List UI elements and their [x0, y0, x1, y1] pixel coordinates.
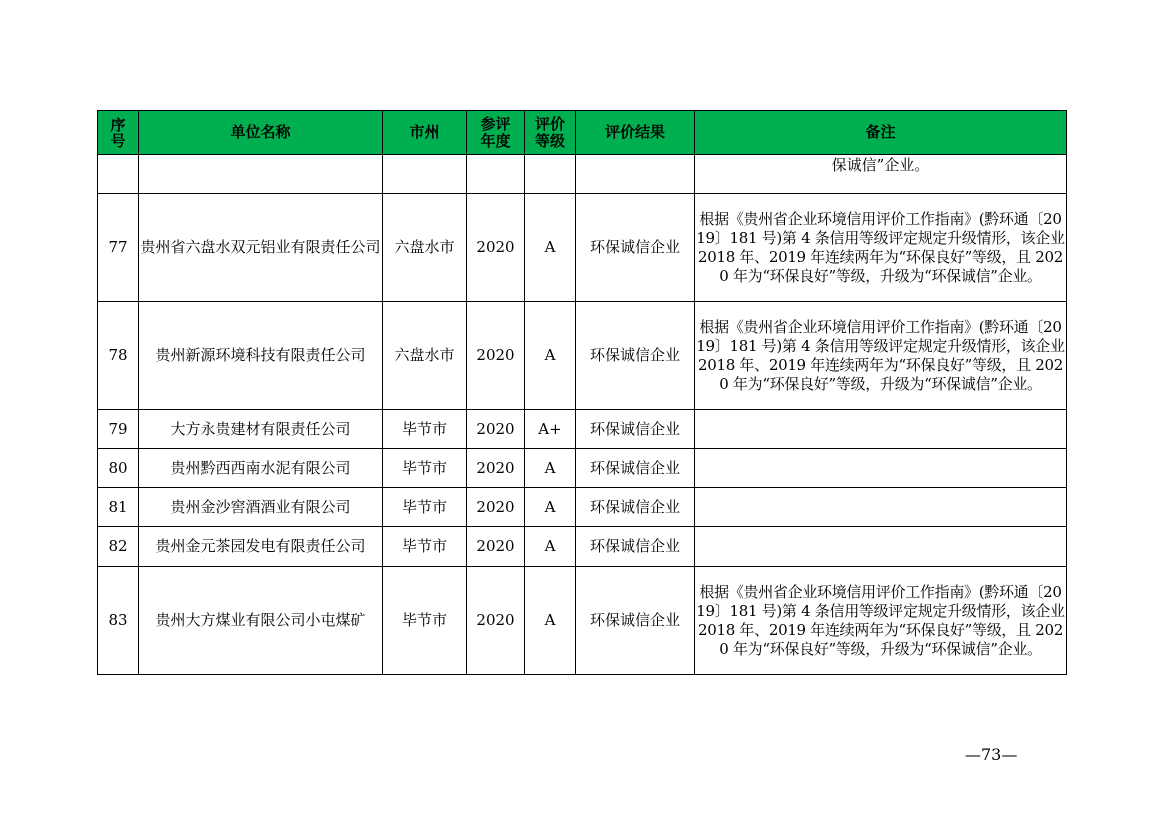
row-grade-cell: A	[525, 527, 576, 567]
row-remark-cell	[695, 449, 1067, 488]
row-grade-cell: A	[525, 488, 576, 527]
row-no-cell: 80	[98, 449, 139, 488]
table-row	[98, 488, 1067, 527]
row-grade-cell: A	[525, 194, 576, 302]
row-no-cell: 78	[98, 302, 139, 410]
credit-rating-table	[97, 110, 1067, 675]
page-number: —73—	[965, 745, 1018, 764]
table-row	[98, 410, 1067, 449]
row-remark-cell	[695, 488, 1067, 527]
row-year-cell: 2020	[467, 302, 525, 410]
row-name-cell: 贵州金元茶园发电有限责任公司	[139, 527, 383, 567]
row-result-cell: 环保诚信企业	[576, 449, 695, 488]
row-remark-cell: 根据《贵州省企业环境信用评价工作指南》(黔环通〔2019〕181 号)第 4 条信用等级评定规定升级情形，该企业 2018 年、2019 年连续两年为“环保良好”等级，且 2020 年为“环保良好”等级，升级为“环保诚信”企业。	[695, 194, 1067, 302]
row-result-cell: 环保诚信企业	[576, 567, 695, 675]
cont-name-cell	[139, 155, 383, 194]
row-year-cell: 2020	[467, 449, 525, 488]
header-year: 参评年度	[467, 111, 525, 155]
header-result: 评价结果	[576, 111, 695, 155]
cont-result-cell	[576, 155, 695, 194]
row-result-cell: 环保诚信企业	[576, 302, 695, 410]
cont-year-cell	[467, 155, 525, 194]
cont-no-cell	[98, 155, 139, 194]
header-row	[98, 111, 1067, 155]
table-row	[98, 527, 1067, 567]
row-no-cell: 77	[98, 194, 139, 302]
row-city-cell: 毕节市	[383, 449, 467, 488]
row-year-cell: 2020	[467, 410, 525, 449]
row-grade-cell: A	[525, 302, 576, 410]
row-city-cell: 毕节市	[383, 527, 467, 567]
table-row	[98, 194, 1067, 302]
row-name-cell: 贵州金沙窖酒酒业有限公司	[139, 488, 383, 527]
header-name: 单位名称	[139, 111, 383, 155]
row-city-cell: 毕节市	[383, 410, 467, 449]
cont-grade-cell	[525, 155, 576, 194]
row-name-cell: 大方永贵建材有限责任公司	[139, 410, 383, 449]
table-row	[98, 302, 1067, 410]
row-city-cell: 六盘水市	[383, 302, 467, 410]
row-remark-cell	[695, 410, 1067, 449]
row-year-cell: 2020	[467, 488, 525, 527]
row-year-cell: 2020	[467, 194, 525, 302]
row-no-cell: 79	[98, 410, 139, 449]
cont-remark-cell: 保诚信”企业。	[695, 155, 1067, 194]
row-name-cell: 贵州新源环境科技有限责任公司	[139, 302, 383, 410]
row-remark-cell: 根据《贵州省企业环境信用评价工作指南》(黔环通〔2019〕181 号)第 4 条信用等级评定规定升级情形，该企业 2018 年、2019 年连续两年为“环保良好”等级，且 2020 年为“环保良好”等级，升级为“环保诚信”企业。	[695, 302, 1067, 410]
row-grade-cell: A	[525, 567, 576, 675]
row-name-cell: 贵州黔西西南水泥有限公司	[139, 449, 383, 488]
table-header	[98, 111, 1067, 155]
row-result-cell: 环保诚信企业	[576, 410, 695, 449]
row-remark-cell: 根据《贵州省企业环境信用评价工作指南》(黔环通〔2019〕181 号)第 4 条信用等级评定规定升级情形，该企业 2018 年、2019 年连续两年为“环保良好”等级，且 2020 年为“环保良好”等级，升级为“环保诚信”企业。	[695, 567, 1067, 675]
header-city: 市州	[383, 111, 467, 155]
header-grade: 评价等级	[525, 111, 576, 155]
table-body	[98, 155, 1067, 675]
cont-city-cell	[383, 155, 467, 194]
row-year-cell: 2020	[467, 567, 525, 675]
row-name-cell: 贵州省六盘水双元铝业有限责任公司	[139, 194, 383, 302]
row-remark-cell	[695, 527, 1067, 567]
table-row	[98, 567, 1067, 675]
row-grade-cell: A	[525, 449, 576, 488]
continuation-row	[98, 155, 1067, 194]
row-no-cell: 83	[98, 567, 139, 675]
row-city-cell: 六盘水市	[383, 194, 467, 302]
row-city-cell: 毕节市	[383, 488, 467, 527]
row-year-cell: 2020	[467, 527, 525, 567]
row-city-cell: 毕节市	[383, 567, 467, 675]
row-result-cell: 环保诚信企业	[576, 488, 695, 527]
row-result-cell: 环保诚信企业	[576, 527, 695, 567]
header-remark: 备注	[695, 111, 1067, 155]
row-no-cell: 81	[98, 488, 139, 527]
row-result-cell: 环保诚信企业	[576, 194, 695, 302]
row-name-cell: 贵州大方煤业有限公司小屯煤矿	[139, 567, 383, 675]
table-row	[98, 449, 1067, 488]
header-no: 序号	[98, 111, 139, 155]
row-no-cell: 82	[98, 527, 139, 567]
row-grade-cell: A+	[525, 410, 576, 449]
